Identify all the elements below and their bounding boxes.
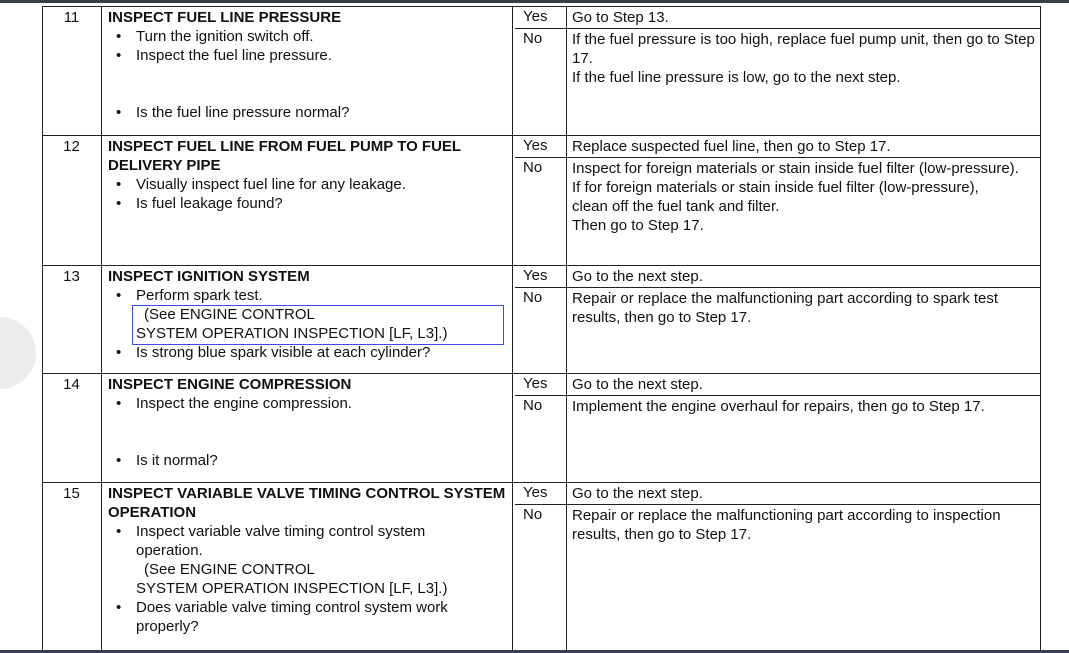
step-number: 11: [63, 9, 80, 26]
reference-text: [108, 560, 506, 598]
step-action: [101, 7, 513, 136]
step-title: INSPECT VARIABLE VALVE TIMING CONTROL SYSTEM OPERATION: [108, 485, 506, 521]
step-bullet: • Inspect variable valve timing control system operation.: [108, 522, 486, 560]
yes-label: Yes: [515, 483, 567, 505]
step-bullet: • Inspect the engine compression.: [108, 394, 506, 413]
step-title: INSPECT ENGINE COMPRESSION: [108, 376, 352, 393]
step-title: INSPECT FUEL LINE FROM FUEL PUMP TO FUEL DELIVERY PIPE: [108, 138, 461, 174]
yes-label: Yes: [515, 136, 567, 158]
yes-result: Go to the next step.: [566, 266, 1040, 288]
step-action: [101, 483, 513, 651]
yes-label: Yes: [515, 374, 567, 396]
yes-result: Go to the next step.: [566, 483, 1040, 505]
no-result-line: Inspect for foreign materials or stain inside fuel filter (low-pressure).: [572, 160, 1019, 177]
step-bullet: • Inspect the fuel line pressure.: [108, 46, 506, 65]
step-question: • Is the fuel line pressure normal?: [108, 103, 506, 122]
no-result: [566, 396, 1040, 483]
reference-link[interactable]: [108, 305, 506, 343]
step-number: 13: [63, 268, 80, 285]
no-result-line: Then go to Step 17.: [572, 217, 704, 234]
step-action: [101, 266, 513, 374]
no-label: No: [523, 159, 543, 176]
step-bullet: • Visually inspect fuel line for any leakage.: [108, 175, 506, 194]
step-number: 14: [63, 376, 80, 393]
step-title: INSPECT IGNITION SYSTEM: [108, 268, 310, 285]
step-question: • Is fuel leakage found?: [108, 194, 506, 213]
step-title: INSPECT FUEL LINE PRESSURE: [108, 9, 342, 26]
step-number: 15: [63, 485, 80, 502]
reference-line: (See ENGINE CONTROL: [144, 306, 315, 323]
yes-label: Yes: [515, 266, 567, 288]
yes-result: Replace suspected fuel line, then go to Step 17.: [566, 136, 1040, 158]
reference-line: (See ENGINE CONTROL: [144, 561, 315, 578]
no-result-line: If the fuel line pressure is low, go to the next step.: [572, 69, 901, 86]
no-result-line: Repair or replace the malfunctioning part according to inspection results, then go to Step 17.: [572, 507, 1001, 543]
step-action: [101, 374, 513, 483]
no-result-line: If for foreign materials or stain inside fuel filter (low-pressure), clean off the fuel tank and filter.: [572, 179, 979, 215]
no-label: No: [523, 397, 543, 414]
no-result: [566, 158, 1040, 266]
step-bullet: • Perform spark test.: [108, 286, 506, 305]
previous-page-button[interactable]: [0, 317, 36, 389]
no-result: [566, 505, 1040, 651]
step-action: [101, 136, 513, 266]
link-highlight-box: [132, 305, 504, 345]
no-label: No: [523, 506, 543, 523]
yes-label: Yes: [515, 7, 567, 29]
reference-line: SYSTEM OPERATION INSPECTION [LF, L3].): [136, 580, 448, 597]
no-result-line: Implement the engine overhaul for repairs, then go to Step 17.: [572, 398, 985, 415]
no-result: [566, 29, 1040, 136]
table-row: [43, 373, 1040, 483]
diagnostic-table: [42, 6, 1041, 650]
top-bar: [0, 0, 1069, 3]
table-row: [43, 135, 1040, 266]
step-number: 12: [63, 138, 80, 155]
step-bullet: • Turn the ignition switch off.: [108, 27, 506, 46]
no-result-line: If the fuel pressure is too high, replace fuel pump unit, then go to Step 17.: [572, 31, 1035, 67]
no-label: No: [523, 30, 543, 47]
yes-result: Go to Step 13.: [566, 7, 1040, 29]
table-row: [43, 6, 1040, 136]
no-result: [566, 288, 1040, 374]
no-result-line: Repair or replace the malfunctioning part according to spark test results, then go to Step 17.: [572, 290, 999, 326]
reference-line: SYSTEM OPERATION INSPECTION [LF, L3].): [136, 325, 448, 342]
no-label: No: [523, 289, 543, 306]
yes-result: Go to the next step.: [566, 374, 1040, 396]
table-row: [43, 265, 1040, 374]
table-row: [43, 482, 1040, 651]
step-question: • Is it normal?: [108, 451, 506, 470]
step-question: • Does variable valve timing control system work properly?: [108, 598, 506, 636]
step-question: • Is strong blue spark visible at each cylinder?: [108, 343, 506, 362]
